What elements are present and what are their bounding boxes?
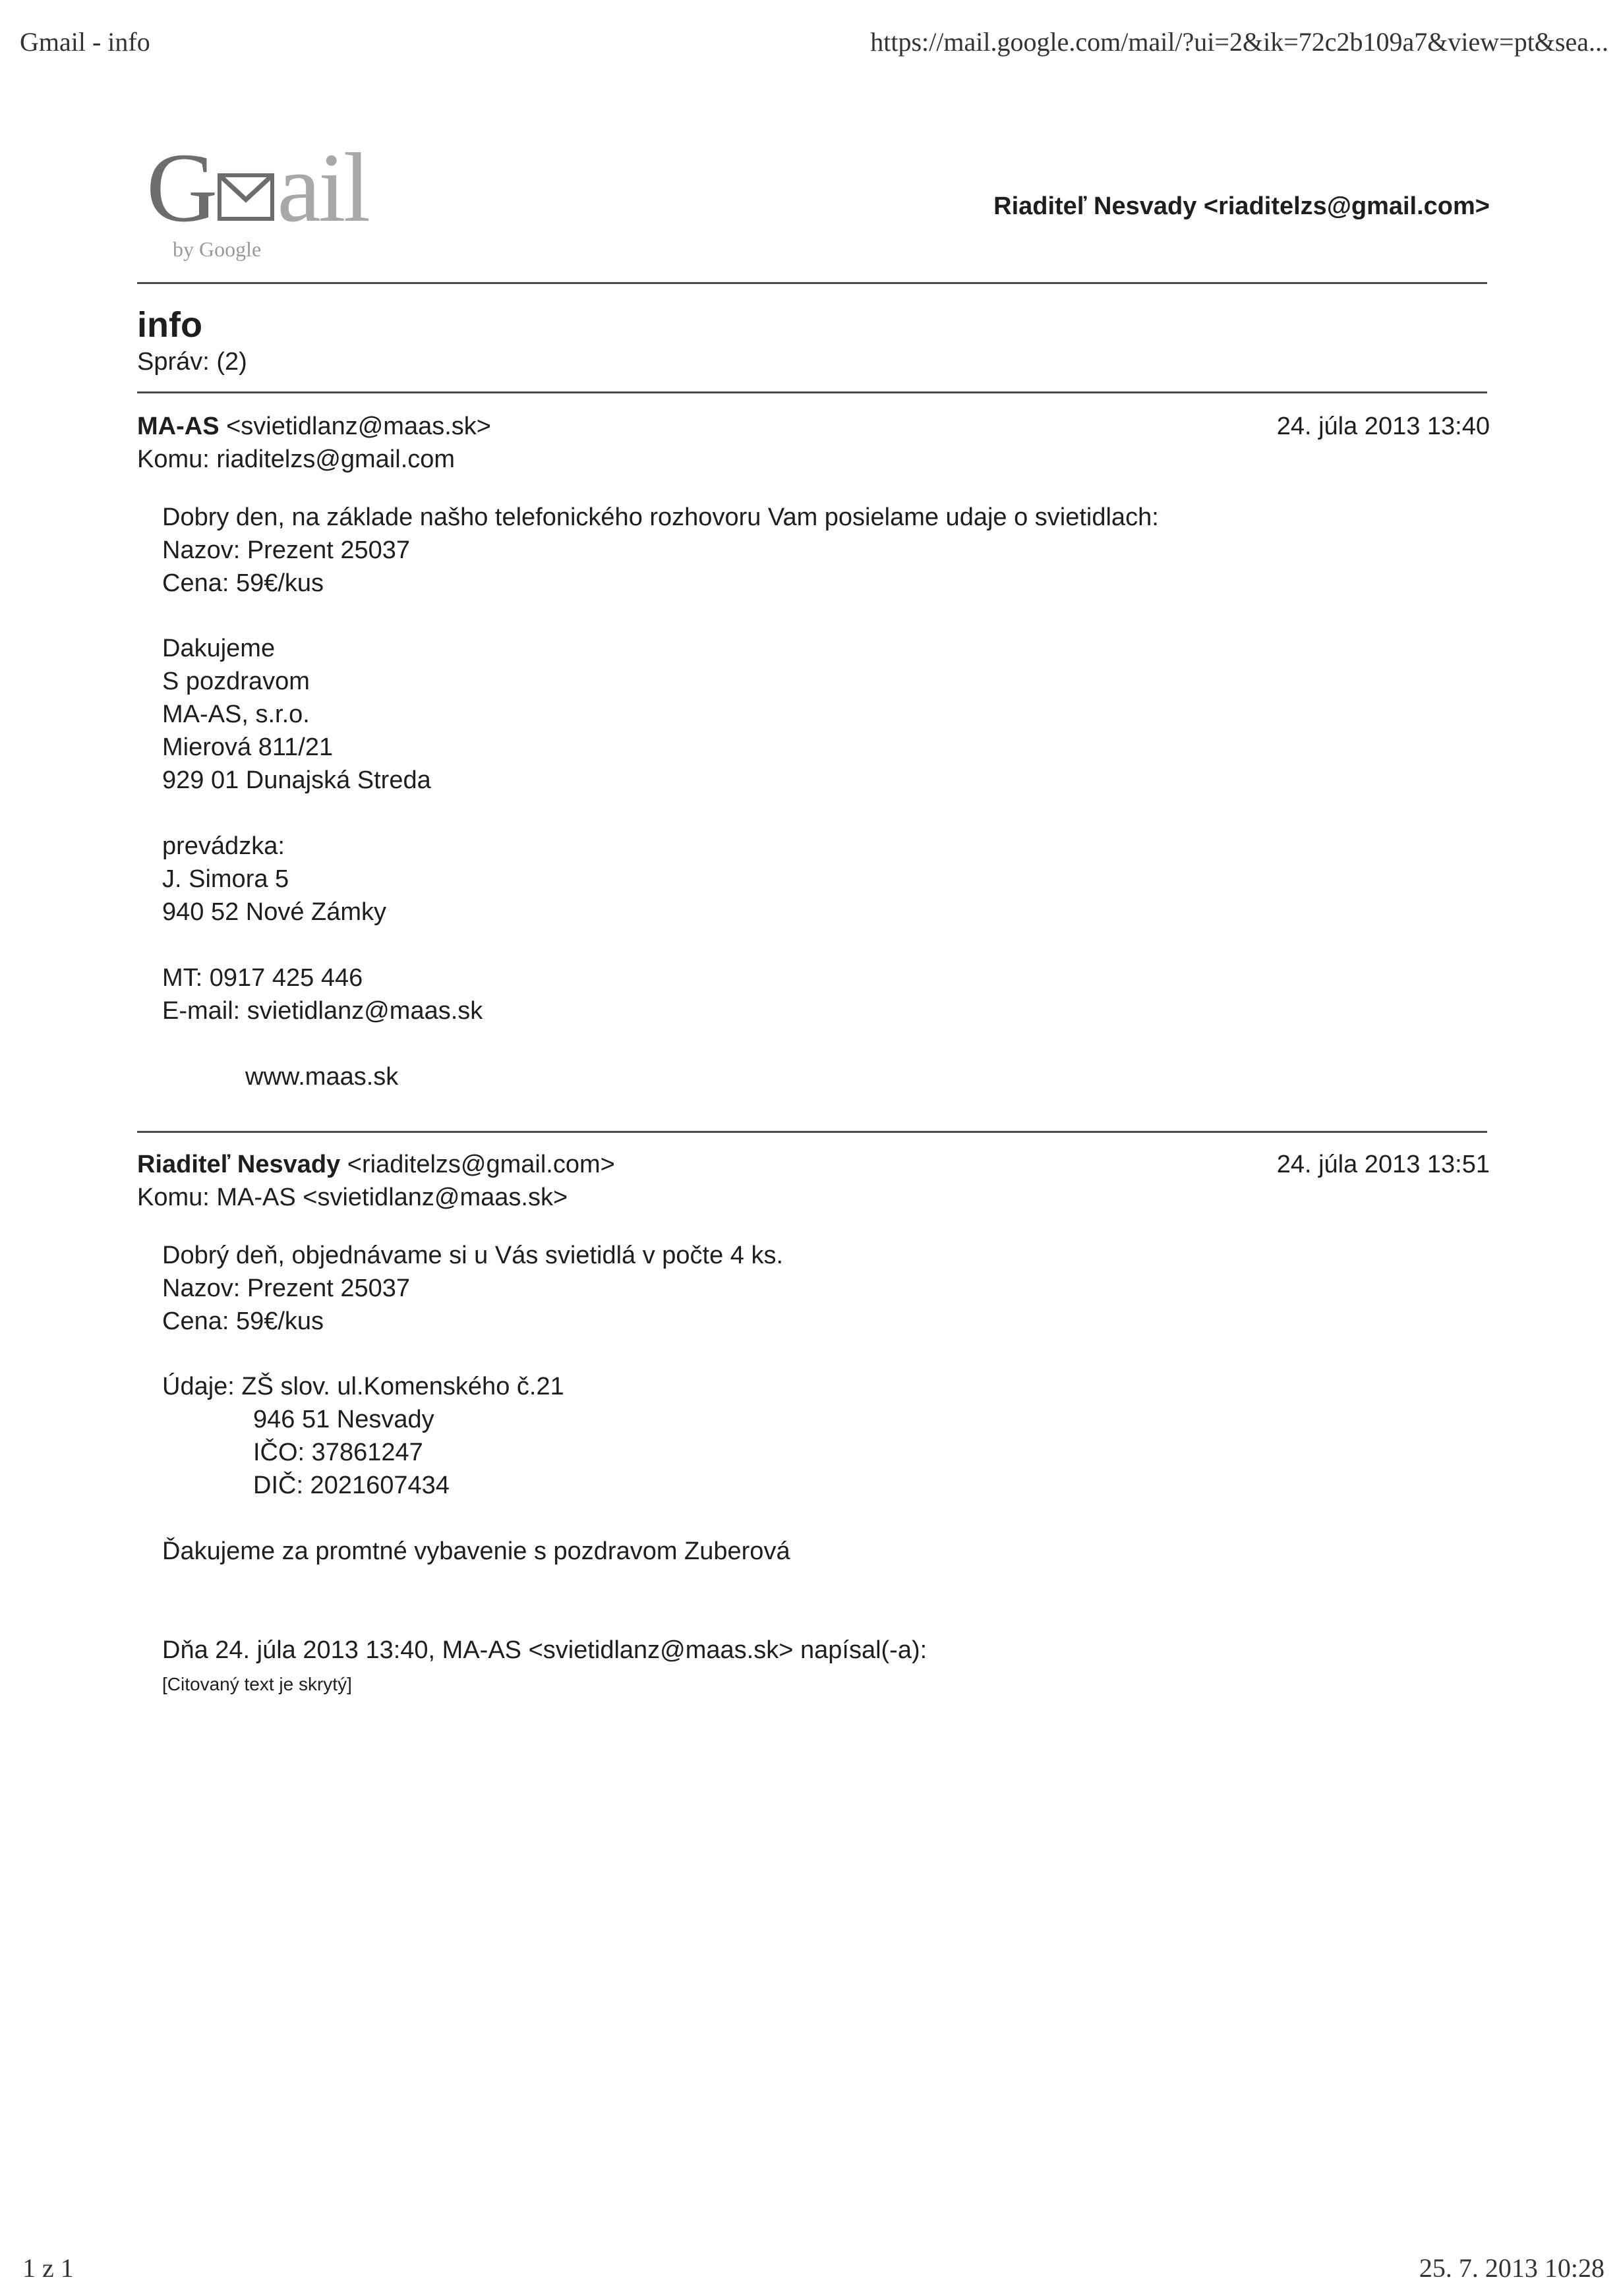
divider: [137, 1131, 1487, 1133]
message-body-line: E-mail: svietidlanz@maas.sk: [162, 997, 483, 1025]
message-date: 24. júla 2013 13:40: [1276, 413, 1490, 440]
message-body-line: Cena: 59€/kus: [162, 1307, 324, 1335]
envelope-icon: [218, 173, 274, 221]
message-body-line: Dakujeme: [162, 635, 276, 662]
thread-subject: info: [137, 305, 202, 345]
message-body-line: Dobrý deň, objednávame si u Vás svietidlá v počte 4 ks.: [162, 1242, 784, 1269]
sender-email: <riaditelzs@gmail.com>: [347, 1151, 615, 1178]
message-body-line: prevádzka:: [162, 832, 285, 860]
message-sender: [137, 413, 491, 441]
message-sender: [137, 1151, 615, 1179]
message-count: Správ: (2): [137, 348, 247, 376]
print-page-title: Gmail - info: [20, 27, 150, 57]
message-body-line: Dobry den, na základe našho telefonického rozhovoru Vam posielame udaje o svietidlach:: [162, 503, 1159, 531]
website-link[interactable]: www.maas.sk: [245, 1063, 399, 1091]
message-body-line: J. Simora 5: [162, 865, 289, 893]
message-body-line: Ďakujeme za promtné vybavenie s pozdravom Zuberová: [162, 1537, 790, 1565]
message-body-line: 946 51 Nesvady: [253, 1406, 434, 1433]
message-body-line: Nazov: Prezent 25037: [162, 1275, 411, 1302]
message-body-line: MT: 0917 425 446: [162, 964, 363, 992]
sender-email: <svietidlanz@maas.sk>: [226, 413, 491, 440]
message-body-line: Mierová 811/21: [162, 733, 334, 761]
divider: [137, 282, 1487, 284]
logo-byline: by Google: [173, 237, 262, 261]
message-body-line: DIČ: 2021607434: [253, 1472, 450, 1499]
message-body-line: 940 52 Nové Zámky: [162, 898, 387, 926]
account-label: Riaditeľ Nesvady <riaditelzs@gmail.com>: [993, 192, 1490, 220]
print-date: 25. 7. 2013 10:28: [1419, 2253, 1604, 2283]
sender-name: Riaditeľ Nesvady: [137, 1151, 341, 1178]
message-body-line: Cena: 59€/kus: [162, 569, 324, 597]
message-body-line: Údaje: ZŠ slov. ul.Komenského č.21: [162, 1373, 564, 1400]
message-body-line: 929 01 Dunajská Streda: [162, 766, 431, 794]
quoted-text-toggle[interactable]: [Citovaný text je skrytý]: [162, 1674, 352, 1694]
message-body-line: IČO: 37861247: [253, 1439, 423, 1466]
quote-header: Dňa 24. júla 2013 13:40, MA-AS <svietidlanz@maas.sk> napísal(-a):: [162, 1636, 927, 1664]
message-body-line: S pozdravom: [162, 668, 310, 695]
divider: [137, 391, 1487, 393]
gmail-logo: [146, 133, 423, 264]
sender-name: MA-AS: [137, 413, 220, 440]
gmail-logo-wordmark: G ail: [146, 133, 368, 243]
print-page-url: https://mail.google.com/mail/?ui=2&ik=72c2b109a7&view=pt&sea...: [870, 27, 1608, 57]
print-page-number: 1 z 1: [22, 2253, 74, 2283]
message-date: 24. júla 2013 13:51: [1276, 1151, 1490, 1178]
message-body-line: Nazov: Prezent 25037: [162, 536, 411, 564]
message-recipient: Komu: riaditelzs@gmail.com: [137, 445, 456, 473]
message-body-line: MA-AS, s.r.o.: [162, 701, 310, 728]
message-recipient: Komu: MA-AS <svietidlanz@maas.sk>: [137, 1184, 568, 1211]
